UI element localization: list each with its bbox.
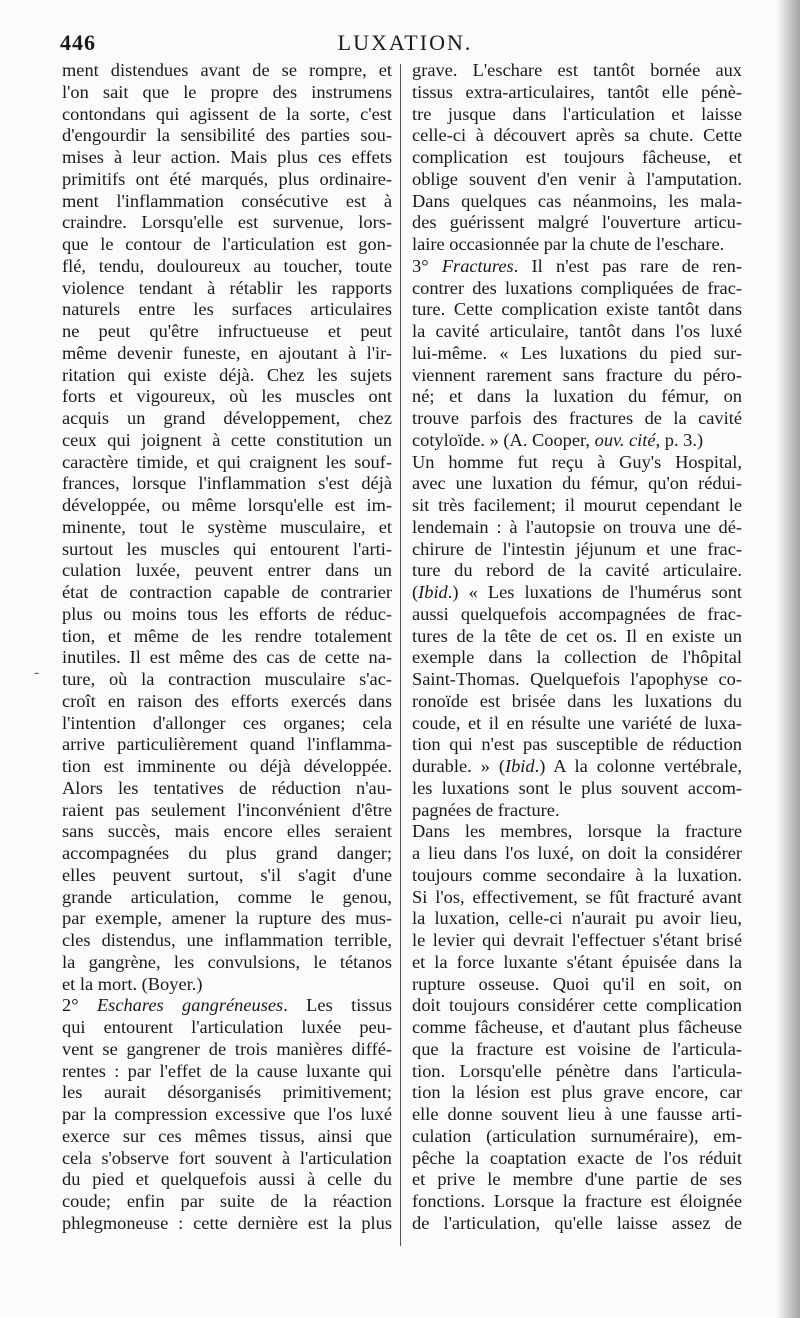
text-line: rupture osseuse. Quoi qu'il en soit, on [412,973,742,994]
text-line: qui entourent l'articulation luxée peu- [62,1017,392,1037]
text-line: contrer des luxations compliquées de frac- [412,277,742,298]
text-line: et prive le membre d'une partie de ses [412,1169,742,1190]
text-line: d'engourdir la sensibilité des parties sou- [62,125,392,146]
text-line: Dans quelques cas néanmoins, les mala- [412,190,742,211]
text-line: cela s'observe fort souvent à l'articulation [62,1147,392,1168]
text-line: chirure de l'intestin jéjunum et une frac- [412,538,742,559]
text-line: forts et vigoureux, où les muscles ont [62,386,392,407]
text-line: l'on sait que le propre des instrumens [62,81,392,102]
text-line: comme fâcheuse, et d'autant plus fâcheuse [412,1017,742,1037]
text-line: de l'articulation, qu'elle laisse assez de [412,1212,742,1233]
margin-mark: - [34,664,40,681]
text-line: elles peuvent surtout, s'il s'agit d'une [62,864,392,885]
text-line: l'intention d'allonger ces organes; cela [62,712,392,733]
text-line: par exemple, amener la rupture des mus- [62,908,392,929]
text-line: culation luxée, peuvent entrer dans un [62,560,392,581]
text-line: accompagnées du plus grand danger; [62,843,392,863]
text-line: a lieu dans l'os luxé, on doit la considérer [412,843,742,863]
text-line: du pied et quelquefois aussi à celle du [62,1169,392,1190]
text-line: arrive particulièrement quand l'inflamma- [62,734,392,755]
text-line: Saint-Thomas. Quelquefois l'apophyse co- [412,669,742,689]
text-line: développée, ou même lorsqu'elle est im- [62,495,392,515]
text-line: coude, et il en résulte une variété de luxa- [412,712,742,733]
text-line: ceux qui joignent à cette constitution un [62,429,392,450]
text-line: craindre. Lorsqu'elle est survenue, lors- [62,212,392,233]
text-line: et la force luxante s'étant épuisée dans la [412,951,742,972]
text-line: elle donne souvent lieu à une fausse arti- [412,1104,742,1124]
text-line: ture, où la contraction musculaire s'ac- [62,669,392,689]
text-line: 3° Fractures. Il n'est pas rare de ren- [412,255,742,276]
text-line: durable. » (Ibid.) A la colonne vertébrale, [412,756,742,776]
text-line: grande articulation, comme le genou, [62,886,392,907]
text-line: rentes : par l'effet de la cause luxante qui [62,1060,392,1081]
page-header [60,30,750,62]
text-line: tion est imminente ou déjà développée. [62,756,392,776]
text-line: contondans qui agissent de la sorte, c'est [62,103,392,124]
text-line: les aurait désorganisés primitivement; [62,1082,392,1103]
text-line: raient pas seulement l'inconvénient d'être [62,799,392,820]
text-line: ritation qui existe déjà. Chez les sujets [62,364,392,385]
text-line: trouve parfois des fractures de la cavité [412,408,742,428]
text-line: flé, tendu, douloureux au toucher, toute [62,255,392,276]
text-line: minente, tout le système musculaire, et [62,516,392,537]
text-line: exerce sur ces mêmes tissus, ainsi que [62,1125,392,1146]
page-number: 446 [60,30,96,55]
running-title: LUXATION. [337,30,473,55]
text-line: violence tendant à rétablir les rapports [62,277,392,298]
text-line: et la mort. (Boyer.) [62,973,203,994]
text-line: laire occasionnée par la chute de l'eschare. [412,234,725,254]
text-line: croît en raison des efforts exercés dans [62,690,392,711]
text-line: toujours comme secondaire à la luxation. [412,864,742,885]
text-line: que le contour de l'articulation est gon- [62,234,392,254]
text-line: tion la lésion est plus grave encore, car [412,1082,742,1103]
text-line: grave. L'eschare est tantôt bornée aux [412,60,742,80]
text-line: doit toujours considérer cette complication [412,995,742,1016]
text-line: des guérissent malgré l'ouverture articu- [412,212,742,233]
text-line: la luxation, celle-ci n'aurait pu avoir lieu, [412,908,742,929]
text-line: inutiles. Il est même des cas de cette na- [62,647,392,668]
text-line: même devenir funeste, en ajoutant à l'ir- [62,342,392,363]
text-line: Si l'os, effectivement, se fût fracturé avant [412,886,742,907]
text-line: Dans les membres, lorsque la fracture [412,821,742,842]
text-line: Alors les tentatives de réduction n'au- [62,777,392,798]
text-line: ronoïde est brisée dans les luxations du [412,690,742,711]
text-line: phlegmoneuse : cette dernière est la plus [62,1212,392,1233]
text-line: le levier qui devrait l'effectuer s'étant brisé [412,930,742,950]
text-line: naturels entre les surfaces articulaires [62,299,392,320]
text-line: la gangrène, les convulsions, le tétanos [62,951,392,972]
text-line: primitifs ont été marqués, plus ordinaire- [62,168,392,189]
text-line: viennent rarement sans fracture du péro- [412,364,742,385]
text-line: cles distendus, une inflammation terrible, [62,930,392,950]
text-line: ture. Cette complication existe tantôt dans [412,299,742,320]
left-column [62,60,392,1235]
text-line: ment l'inflammation consécutive est à [62,190,392,211]
text-line: exemple dans la collection de l'hôpital [412,647,742,668]
text-line: état de contraction capable de contrarier [62,582,392,602]
text-line: avec une luxation du fémur, qu'on rédui- [412,473,742,494]
text-line: que la fracture est voisine de l'articula- [412,1038,742,1059]
right-column [412,60,742,1235]
text-line: cotyloïde. » (A. Cooper, ouv. cité, p. 3.) [412,429,704,450]
text-line: ne peut qu'être infructueuse et peut [62,321,392,341]
text-line: la cavité articulaire, tantôt dans l'os luxé [412,321,742,341]
text-line: ture du rebord de la cavité articulaire. [412,560,742,581]
text-line: sans succès, mais encore elles seraient [62,821,392,842]
text-line: vent se gangrener de trois manières diffé- [62,1038,392,1059]
text-line: oblige souvent d'en venir à l'amputation. [412,168,742,189]
text-line: tre jusque dans l'articulation et laisse [412,103,742,124]
text-line: tion, et même de les rendre totalement [62,625,392,646]
text-line: coude; enfin par suite de la réaction [62,1191,392,1211]
text-line: aussi quelquefois accompagnées de frac- [412,603,742,624]
text-line: pagnées de fracture. [412,799,560,820]
text-line: tion. Lorsqu'elle pénètre dans l'articula- [412,1060,742,1081]
text-line: pêche la coaptation exacte de l'os réduit [412,1147,742,1168]
text-line: complication est toujours fâcheuse, et [412,147,742,167]
page-edge-shadow [776,0,800,1318]
text-line: frances, lorsque l'inflammation s'est déjà [62,473,392,494]
text-line: culation (articulation surnuméraire), em- [412,1125,742,1146]
text-line: lui-même. « Les luxations du pied sur- [412,342,742,363]
text-line: lendemain : à l'autopsie on trouva une dé- [412,516,742,537]
text-line: surtout les muscles qui entourent l'arti- [62,538,392,559]
text-line: sit très facilement; il mourut cependant le [412,495,742,515]
text-line: (Ibid.) « Les luxations de l'humérus sont [412,582,742,602]
text-line: plus ou moins tous les efforts de réduc- [62,603,392,624]
text-line: 2° Eschares gangréneuses. Les tissus [62,995,392,1016]
text-line: les luxations sont le plus souvent accom- [412,777,742,798]
text-line: fonctions. Lorsque la fracture est éloignée [412,1191,742,1211]
text-line: mises à leur action. Mais plus ces effets [62,147,392,167]
text-line: caractère timide, et qui craignent les souf- [62,451,392,472]
text-line: ment distendues avant de se rompre, et [62,60,392,80]
text-line: né; et dans la luxation du fémur, on [412,386,742,407]
text-line: Un homme fut reçu à Guy's Hospital, [412,451,742,472]
text-line: acquis un grand développement, chez [62,408,392,428]
text-line: par la compression excessive que l'os luxé [62,1104,392,1124]
text-line: tion qui n'est pas susceptible de réduction [412,734,742,755]
text-line: tissus extra-articulaires, tantôt elle pénè- [412,81,742,102]
text-line: tures de la tête de cet os. Il en existe un [412,625,742,646]
text-line: celle-ci à découvert après sa chute. Cette [412,125,742,146]
column-divider [400,64,401,1246]
